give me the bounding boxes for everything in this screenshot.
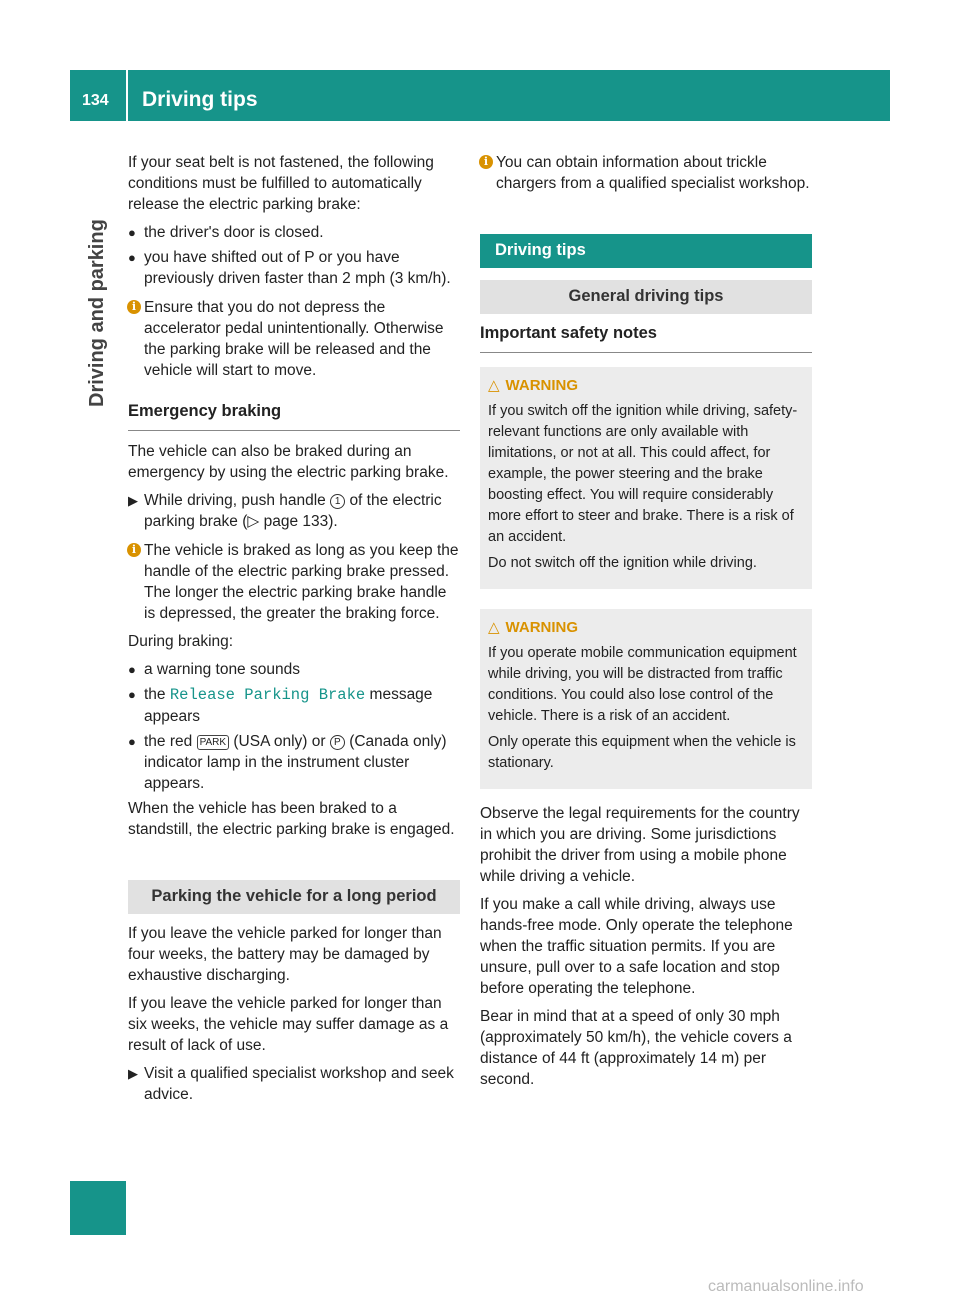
info-icon: i xyxy=(127,543,141,557)
info-note: i The vehicle is braked as long as you keep the handle of the electric parking brake pressed. The longer the electric parking brake handle is depressed, the greater the braking force. xyxy=(128,540,460,624)
warning-header: △ WARNING xyxy=(488,619,579,636)
instruction-step: ▶ Visit a qualified specialist workshop and seek advice. xyxy=(128,1065,454,1103)
bullet-icon: ● xyxy=(128,662,136,677)
page-reference-link[interactable]: page 133). xyxy=(263,513,338,530)
section-label: Driving and parking xyxy=(86,219,108,407)
warning-header: △ WARNING xyxy=(488,377,579,394)
park-lamp-icon: PARK xyxy=(197,735,230,750)
right-column xyxy=(480,152,812,1097)
bullet-icon: ● xyxy=(128,687,136,702)
general-driving-heading: General driving tips xyxy=(480,280,812,314)
list-item: ● the Release Parking Brake message appears xyxy=(128,686,433,725)
parking-heading: Parking the vehicle for a long period xyxy=(128,880,460,914)
page-header xyxy=(70,70,890,121)
bullet-icon: ● xyxy=(128,225,136,240)
warning-triangle-icon: △ xyxy=(488,377,500,394)
info-icon: i xyxy=(479,155,493,169)
list-item: ● the red PARK (USA only) or P (Canada only) indicator lamp in the instrument cluster appears. xyxy=(128,733,447,792)
section-marker xyxy=(70,1181,126,1235)
arrow-icon: ▶ xyxy=(128,1066,138,1081)
p-lamp-icon: P xyxy=(330,735,345,750)
arrow-icon: ▶ xyxy=(128,493,138,508)
handsfree-text: If you make a call while driving, always use hands-free mode. Only operate the telephone when the traffic situation permits. If you are unsure, pull over to a safe location and stop before operating the telephone. xyxy=(480,896,793,997)
left-column xyxy=(128,152,460,1109)
sidebar xyxy=(70,121,126,1235)
seatbelt-intro: If your seat belt is not fastened, the following conditions must be fulfilled to automatically release the electric parking brake: xyxy=(128,154,434,213)
during-braking-label: During braking: xyxy=(128,633,234,650)
chapter-title: Driving tips xyxy=(142,88,258,111)
list-item: ● a warning tone sounds xyxy=(128,661,300,678)
bullet-icon: ● xyxy=(128,250,136,265)
warning-text: Do not switch off the ignition while driving. xyxy=(488,555,757,571)
parking-text-1: If you leave the vehicle parked for longer than four weeks, the battery may be damaged by exhaustive discharging. xyxy=(128,925,442,984)
emergency-braking-heading: Emergency braking xyxy=(128,401,460,431)
warning-text: Only operate this equipment when the vehicle is stationary. xyxy=(488,734,796,771)
warning-box xyxy=(480,609,812,789)
list-item: ● you have shifted out of P or you have previously driven faster than 2 mph (3 km/h). xyxy=(128,249,451,287)
instruction-step: ▶ While driving, push handle 1 of the electric parking brake (▷ page 133). xyxy=(128,492,442,530)
info-note: i Ensure that you do not depress the accelerator pedal unintentionally. Otherwise the parking brake will be released and the vehicle will start to move. xyxy=(128,297,460,381)
display-message: Release Parking Brake xyxy=(169,686,366,704)
page-ref-arrow-icon: ▷ xyxy=(247,513,260,530)
legal-text: Observe the legal requirements for the country in which you are driving. Some jurisdictions prohibit the driver from using a mobile phone while driving a vehicle. xyxy=(480,805,800,885)
warning-triangle-icon: △ xyxy=(488,619,500,636)
bullet-icon: ● xyxy=(128,734,136,749)
info-note: i You can obtain information about trickle chargers from a qualified specialist workshop. xyxy=(480,152,812,194)
header-divider xyxy=(126,70,128,121)
warning-text: If you operate mobile communication equipment while driving, you will be distracted from traffic conditions. You could also lose control of the vehicle. There is a risk of an accident. xyxy=(488,645,797,724)
info-icon: i xyxy=(127,300,141,314)
emergency-text: The vehicle can also be braked during an emergency by using the electric parking brake. xyxy=(128,443,449,481)
safety-notes-heading: Important safety notes xyxy=(480,323,812,353)
watermark: carmanualsonline.info xyxy=(708,1278,864,1295)
parking-text-2: If you leave the vehicle parked for longer than six weeks, the vehicle may suffer damage as a result of lack of use. xyxy=(128,995,449,1054)
speed-text: Bear in mind that at a speed of only 30 mph (approximately 50 km/h), the vehicle covers a distance of 44 ft (approximately 14 m) per second. xyxy=(480,1008,792,1088)
warning-box xyxy=(480,367,812,589)
list-item: ● the driver's door is closed. xyxy=(128,224,324,241)
handle-number-icon: 1 xyxy=(330,494,345,509)
standstill-text: When the vehicle has been braked to a standstill, the electric parking brake is engaged. xyxy=(128,800,455,838)
section-bar: Driving tips xyxy=(480,234,812,268)
page-number: 134 xyxy=(82,92,109,109)
section-tab xyxy=(74,221,124,581)
warning-text: If you switch off the ignition while driving, safety-relevant functions are only available with limitations, or not at all. This could affect, for example, the power steering and the brake boosting effect. You will require considerably more effort to steer and brake. There is a risk of an accident. xyxy=(488,403,798,545)
